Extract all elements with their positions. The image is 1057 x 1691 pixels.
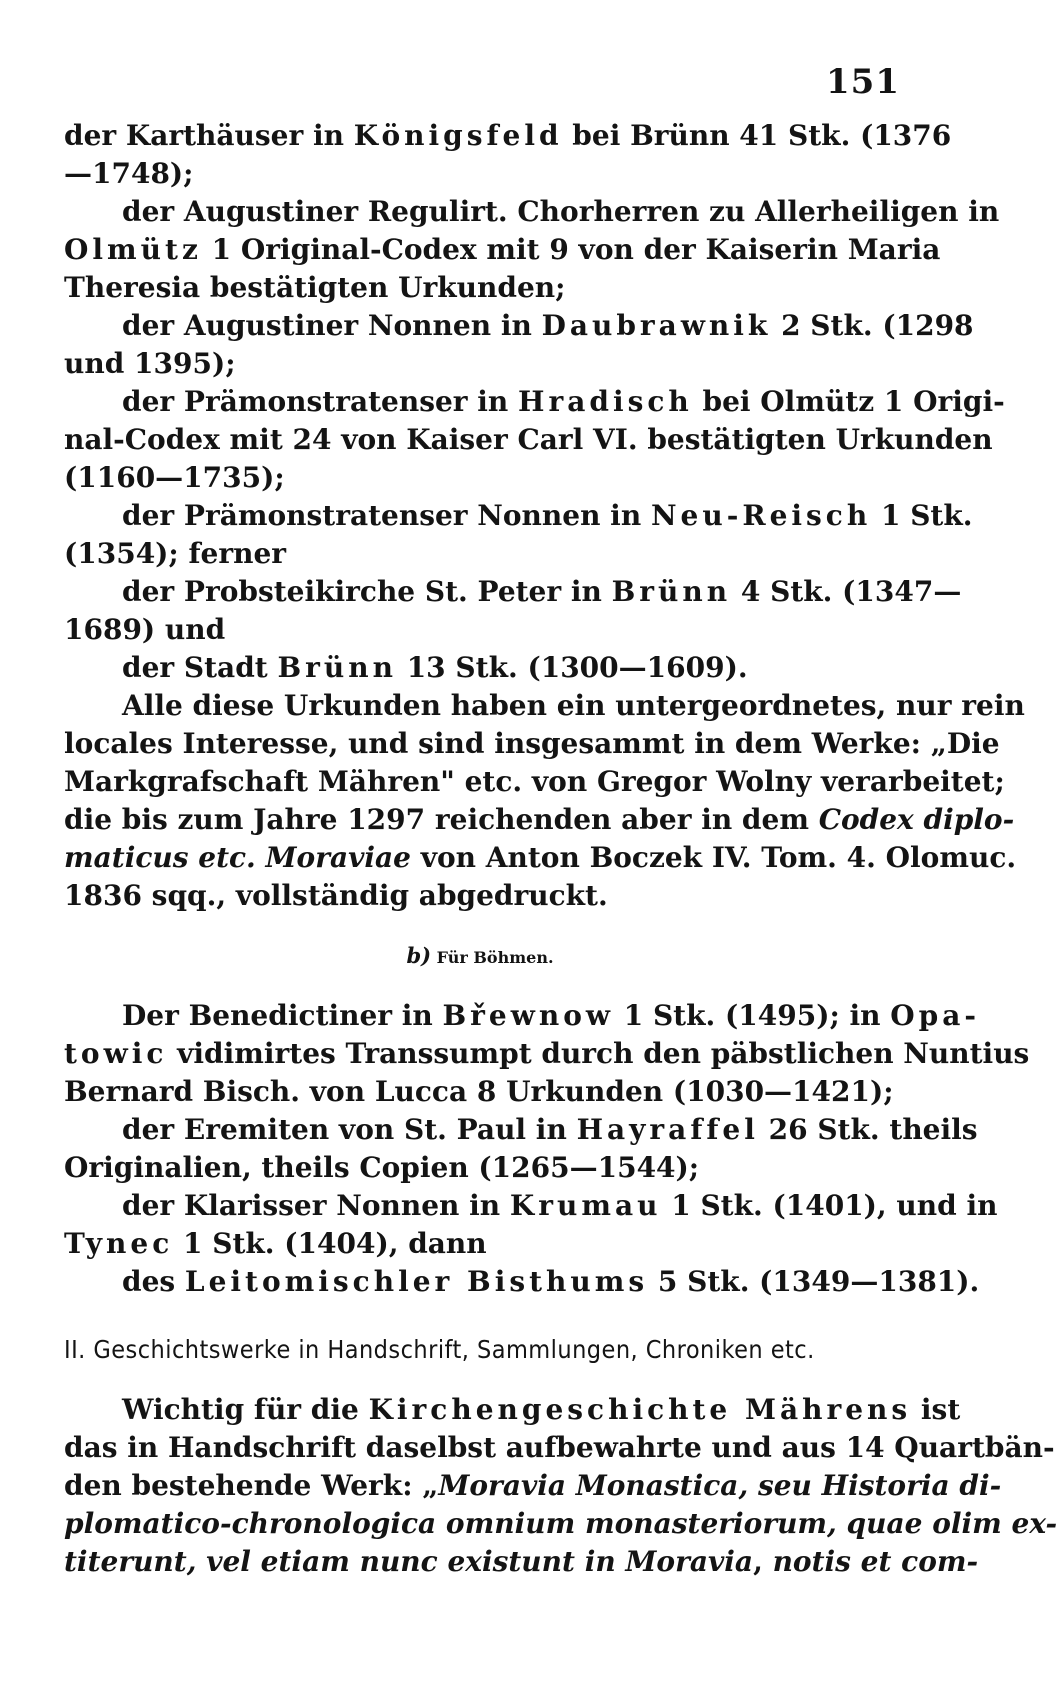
text-line: Bernard Bisch. von Lucca 8 Urkunden (1030—1421); [64, 1075, 894, 1108]
text-line: 1836 sqq., vollständig abgedruckt. [64, 879, 608, 912]
text-line: nal-Codex mit 24 von Kaiser Carl VI. bestätigten Urkunden [64, 423, 993, 456]
text-line: der Probsteikirche St. Peter in Brünn 4 Stk. (1347— [122, 575, 962, 608]
text-line: locales Interesse, und sind insgesammt in dem Werke: „Die [64, 727, 1000, 760]
text-line: (1160—1735); [64, 461, 285, 494]
text-line: —1748); [64, 157, 194, 190]
text-line: (1354); ferner [64, 537, 287, 570]
text-line: den bestehende Werk: „Moravia Monastica, seu Historia di- [64, 1469, 1002, 1502]
text-line: Tynec 1 Stk. (1404), dann [64, 1227, 487, 1260]
text-line: Der Benedictiner in Břewnow 1 Stk. (1495); in Opa- [122, 999, 980, 1032]
text-line: Originalien, theils Copien (1265—1544); [64, 1151, 700, 1184]
page-number: 151 [826, 62, 900, 102]
text-line: plomatico-chronologica omnium monasteriorum, quae olim ex- [64, 1507, 1057, 1540]
subsection-heading: b) Für Böhmen. [406, 943, 554, 968]
body-text [64, 118, 1057, 1582]
text-line: 1689) und [64, 613, 226, 646]
text-line: Wichtig für die Kirchengeschichte Mährens ist [122, 1393, 961, 1426]
text-line: der Prämonstratenser Nonnen in Neu-Reisch 1 Stk. [122, 499, 973, 532]
text-line: die bis zum Jahre 1297 reichenden aber in dem Codex diplo- [64, 803, 1015, 836]
text-line: der Augustiner Nonnen in Daubrawnik 2 Stk. (1298 [122, 309, 974, 342]
text-line: das in Handschrift daselbst aufbewahrte und aus 14 Quartbän- [64, 1431, 1055, 1464]
text-line: Theresia bestätigten Urkunden; [64, 271, 566, 304]
text-line: der Eremiten von St. Paul in Hayraffel 26 Stk. theils [122, 1113, 978, 1146]
text-line: der Augustiner Regulirt. Chorherren zu Allerheiligen in [122, 195, 1000, 228]
text-line: des Leitomischler Bisthums 5 Stk. (1349—1381). [122, 1265, 980, 1298]
text-line: der Karthäuser in Königsfeld bei Brünn 41 Stk. (1376 [64, 119, 952, 152]
text-line: towic vidimirtes Transsumpt durch den päbstlichen Nuntius [64, 1037, 1030, 1070]
section-heading: II. Geschichtswerke in Handschrift, Sammlungen, Chroniken etc. [64, 1335, 815, 1364]
text-line: titerunt, vel etiam nunc existunt in Moravia, notis et com- [64, 1545, 979, 1578]
text-line: Alle diese Urkunden haben ein untergeordnetes, nur rein [122, 689, 1025, 722]
text-line: der Prämonstratenser in Hradisch bei Olmütz 1 Origi- [122, 385, 1005, 418]
text-line: und 1395); [64, 347, 236, 380]
text-line: der Stadt Brünn 13 Stk. (1300—1609). [122, 651, 748, 684]
text-line: der Klarisser Nonnen in Krumau 1 Stk. (1401), und in [122, 1189, 998, 1222]
text-line: Markgrafschaft Mähren" etc. von Gregor Wolny verarbeitet; [64, 765, 1005, 798]
text-line: maticus etc. Moraviae von Anton Boczek IV. Tom. 4. Olomuc. [64, 841, 1017, 874]
text-line: Olmütz 1 Original-Codex mit 9 von der Kaiserin Maria [64, 233, 941, 266]
